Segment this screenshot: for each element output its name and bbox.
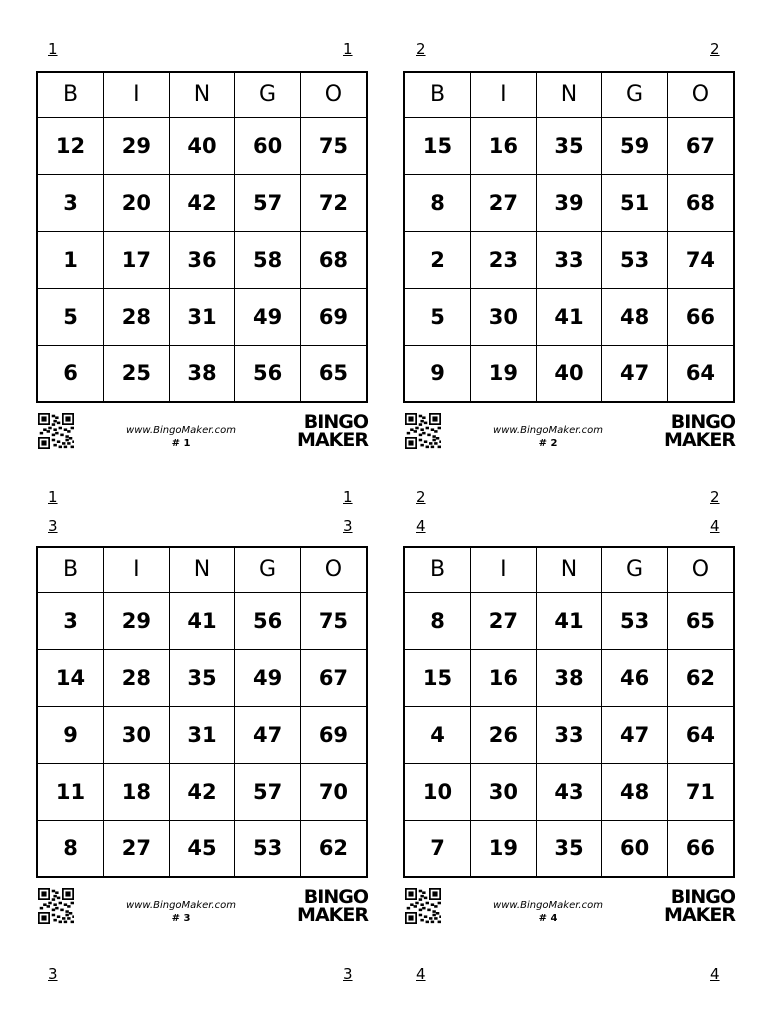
number-cell: 23 — [471, 231, 537, 288]
bingo-card — [403, 546, 735, 878]
number-cell: 40 — [169, 117, 235, 174]
number-cell: 12 — [38, 117, 104, 174]
card-row — [38, 117, 366, 174]
number-cell: 72 — [300, 174, 366, 231]
card-row — [38, 174, 366, 231]
number-cell: 30 — [104, 706, 170, 763]
number-cell: 40 — [536, 345, 602, 401]
column-header: G — [235, 73, 301, 117]
column-header: N — [169, 73, 235, 117]
number-cell: 48 — [602, 288, 668, 345]
number-cell: 46 — [602, 649, 668, 706]
number-cell: 9 — [405, 345, 471, 401]
number-cell: 43 — [536, 763, 602, 820]
number-cell: 67 — [667, 117, 733, 174]
bingo-grid — [405, 548, 733, 876]
site-url: www.BingoMaker.com — [493, 900, 603, 911]
number-cell: 56 — [235, 345, 301, 401]
number-cell: 70 — [300, 763, 366, 820]
number-cell: 69 — [300, 288, 366, 345]
number-cell: 62 — [667, 649, 733, 706]
number-cell: 39 — [536, 174, 602, 231]
number-cell: 58 — [235, 231, 301, 288]
number-cell: 5 — [38, 288, 104, 345]
logo-line-2: MAKER — [664, 429, 735, 451]
number-cell: 25 — [104, 345, 170, 401]
number-cell: 28 — [104, 649, 170, 706]
number-cell: 30 — [471, 288, 537, 345]
card-row — [38, 592, 366, 649]
number-cell: 69 — [300, 706, 366, 763]
qr-code-icon — [38, 888, 74, 924]
number-cell: 3 — [38, 592, 104, 649]
number-cell: 38 — [169, 345, 235, 401]
number-cell: 47 — [235, 706, 301, 763]
card-row — [405, 763, 733, 820]
card-mark: 1 — [48, 488, 58, 506]
card-row — [405, 706, 733, 763]
card-row — [405, 288, 733, 345]
column-header: O — [300, 73, 366, 117]
column-header: N — [536, 73, 602, 117]
number-cell: 74 — [667, 231, 733, 288]
logo-line-1: BINGO — [670, 886, 735, 908]
bingo-maker-logo — [296, 413, 368, 451]
qr-code-icon — [405, 413, 441, 449]
bingo-card — [36, 71, 368, 403]
number-cell: 53 — [235, 820, 301, 876]
qr-code-icon — [405, 888, 441, 924]
bingo-grid — [38, 548, 366, 876]
card-row — [38, 706, 366, 763]
card-row — [38, 231, 366, 288]
card-number: # 1 — [171, 438, 191, 449]
number-cell: 60 — [602, 820, 668, 876]
card-mark: 4 — [416, 517, 426, 535]
number-cell: 65 — [667, 592, 733, 649]
number-cell: 45 — [169, 820, 235, 876]
card-row — [405, 174, 733, 231]
bingo-maker-logo — [663, 413, 735, 451]
number-cell: 41 — [169, 592, 235, 649]
number-cell: 27 — [104, 820, 170, 876]
card-row — [38, 288, 366, 345]
card-mark: 1 — [343, 40, 353, 58]
number-cell: 64 — [667, 706, 733, 763]
column-header: I — [104, 73, 170, 117]
number-cell: 36 — [169, 231, 235, 288]
logo-line-1: BINGO — [670, 411, 735, 433]
column-header: I — [104, 548, 170, 592]
column-header: G — [602, 73, 668, 117]
qr-code-icon — [38, 413, 74, 449]
bingo-grid — [405, 73, 733, 401]
number-cell: 65 — [300, 345, 366, 401]
card-mark: 1 — [48, 40, 58, 58]
column-header: O — [667, 73, 733, 117]
number-cell: 66 — [667, 288, 733, 345]
number-cell: 47 — [602, 345, 668, 401]
number-cell: 51 — [602, 174, 668, 231]
number-cell: 42 — [169, 763, 235, 820]
column-header: B — [38, 548, 104, 592]
card-footer — [403, 886, 735, 930]
number-cell: 4 — [405, 706, 471, 763]
card-mark: 2 — [416, 488, 426, 506]
card-mark: 3 — [48, 517, 58, 535]
number-cell: 35 — [169, 649, 235, 706]
card-mark: 4 — [416, 965, 426, 983]
card-row — [405, 117, 733, 174]
number-cell: 5 — [405, 288, 471, 345]
card-footer — [36, 886, 368, 930]
number-cell: 68 — [300, 231, 366, 288]
number-cell: 29 — [104, 117, 170, 174]
bingo-grid — [38, 73, 366, 401]
column-header: N — [536, 548, 602, 592]
number-cell: 1 — [38, 231, 104, 288]
card-mark: 3 — [343, 965, 353, 983]
logo-line-2: MAKER — [297, 904, 368, 926]
card-row — [38, 763, 366, 820]
number-cell: 29 — [104, 592, 170, 649]
number-cell: 56 — [235, 592, 301, 649]
number-cell: 41 — [536, 288, 602, 345]
column-header: G — [235, 548, 301, 592]
column-header: I — [471, 548, 537, 592]
column-header: I — [471, 73, 537, 117]
number-cell: 35 — [536, 820, 602, 876]
logo-line-2: MAKER — [664, 904, 735, 926]
column-header: B — [405, 73, 471, 117]
number-cell: 14 — [38, 649, 104, 706]
logo-line-1: BINGO — [303, 886, 368, 908]
number-cell: 20 — [104, 174, 170, 231]
number-cell: 15 — [405, 117, 471, 174]
number-cell: 31 — [169, 288, 235, 345]
number-cell: 48 — [602, 763, 668, 820]
number-cell: 68 — [667, 174, 733, 231]
number-cell: 16 — [471, 649, 537, 706]
number-cell: 53 — [602, 231, 668, 288]
number-cell: 8 — [405, 592, 471, 649]
number-cell: 64 — [667, 345, 733, 401]
card-mark: 2 — [710, 40, 720, 58]
number-cell: 18 — [104, 763, 170, 820]
logo-line-2: MAKER — [297, 429, 368, 451]
column-header: B — [38, 73, 104, 117]
number-cell: 57 — [235, 174, 301, 231]
number-cell: 42 — [169, 174, 235, 231]
card-mark: 1 — [343, 488, 353, 506]
number-cell: 19 — [471, 345, 537, 401]
column-header: G — [602, 548, 668, 592]
column-header: O — [300, 548, 366, 592]
number-cell: 35 — [536, 117, 602, 174]
number-cell: 62 — [300, 820, 366, 876]
number-cell: 47 — [602, 706, 668, 763]
number-cell: 49 — [235, 288, 301, 345]
number-cell: 6 — [38, 345, 104, 401]
card-row — [405, 592, 733, 649]
number-cell: 27 — [471, 174, 537, 231]
number-cell: 59 — [602, 117, 668, 174]
card-row — [405, 820, 733, 876]
number-cell: 9 — [38, 706, 104, 763]
number-cell: 60 — [235, 117, 301, 174]
column-header: O — [667, 548, 733, 592]
site-url: www.BingoMaker.com — [126, 900, 236, 911]
number-cell: 53 — [602, 592, 668, 649]
card-number: # 4 — [538, 913, 558, 924]
card-row — [38, 820, 366, 876]
number-cell: 17 — [104, 231, 170, 288]
number-cell: 10 — [405, 763, 471, 820]
column-header: B — [405, 548, 471, 592]
number-cell: 7 — [405, 820, 471, 876]
card-mark: 4 — [710, 517, 720, 535]
number-cell: 49 — [235, 649, 301, 706]
bingo-card — [403, 71, 735, 403]
card-mark: 4 — [710, 965, 720, 983]
card-mark: 3 — [48, 965, 58, 983]
number-cell: 3 — [38, 174, 104, 231]
number-cell: 16 — [471, 117, 537, 174]
number-cell: 66 — [667, 820, 733, 876]
card-row — [38, 345, 366, 401]
number-cell: 38 — [536, 649, 602, 706]
column-header: N — [169, 548, 235, 592]
card-row — [405, 231, 733, 288]
bingo-card — [36, 546, 368, 878]
card-mark: 2 — [710, 488, 720, 506]
number-cell: 31 — [169, 706, 235, 763]
logo-line-1: BINGO — [303, 411, 368, 433]
site-url: www.BingoMaker.com — [126, 425, 236, 436]
number-cell: 57 — [235, 763, 301, 820]
number-cell: 33 — [536, 231, 602, 288]
number-cell: 30 — [471, 763, 537, 820]
card-number: # 2 — [538, 438, 558, 449]
number-cell: 11 — [38, 763, 104, 820]
card-number: # 3 — [171, 913, 191, 924]
card-row — [405, 649, 733, 706]
card-mark: 3 — [343, 517, 353, 535]
number-cell: 75 — [300, 592, 366, 649]
number-cell: 8 — [405, 174, 471, 231]
bingo-maker-logo — [296, 888, 368, 926]
card-row — [38, 649, 366, 706]
card-row — [405, 345, 733, 401]
number-cell: 33 — [536, 706, 602, 763]
card-footer — [403, 411, 735, 455]
site-url: www.BingoMaker.com — [493, 425, 603, 436]
number-cell: 28 — [104, 288, 170, 345]
number-cell: 19 — [471, 820, 537, 876]
number-cell: 67 — [300, 649, 366, 706]
bingo-maker-logo — [663, 888, 735, 926]
number-cell: 71 — [667, 763, 733, 820]
number-cell: 27 — [471, 592, 537, 649]
card-footer — [36, 411, 368, 455]
number-cell: 2 — [405, 231, 471, 288]
number-cell: 26 — [471, 706, 537, 763]
card-mark: 2 — [416, 40, 426, 58]
number-cell: 8 — [38, 820, 104, 876]
number-cell: 15 — [405, 649, 471, 706]
number-cell: 75 — [300, 117, 366, 174]
number-cell: 41 — [536, 592, 602, 649]
